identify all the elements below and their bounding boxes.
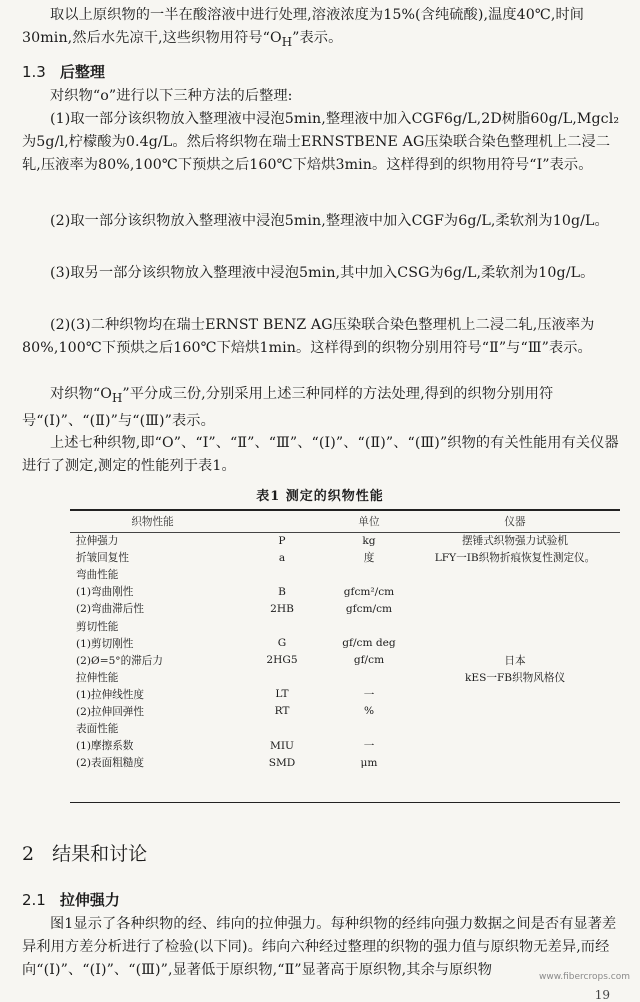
table-row: (1)剪切刚性 G gf/cm deg (76, 637, 396, 650)
table-row: (1)拉伸线性度 LT 一 (76, 688, 375, 701)
table-row: 拉伸性能 kES一FB织物风格仪 (76, 671, 566, 684)
properties-table (70, 509, 620, 771)
table-row: 表面性能 (76, 723, 119, 736)
table-row: (2)拉伸回弹性 RT % (76, 705, 375, 718)
paragraph-seven-fabrics: 上述七种织物,即“O”、“Ⅰ”、“Ⅱ”、“Ⅲ”、“(Ⅰ)”、“(Ⅱ)”、“(Ⅲ)”织物的有关性能用有关仪器进行了测定,测定的性能列于表1。 (22, 435, 619, 474)
table-header-row (70, 510, 620, 532)
table-row: 拉伸强力 P kg 摆锤式织物强力试验机 (70, 532, 620, 549)
table-caption: 表1 测定的织物性能 (256, 489, 384, 504)
page-number: 19 (594, 988, 610, 1002)
subscript: H (281, 34, 293, 49)
paragraph-tensile-strength: 图1显示了各种织物的经、纬向的拉伸强力。每种织物的经纬向强力数据之间是否有显著差异利用方差分析进行了检验(以下同)。纬向六种经过整理的织物的强力值与原织物无差异,而经向“(Ⅰ)”、“(Ⅰ)”、“(Ⅲ)”,显著低于原织物,“Ⅱ”显著高于原织物,其余与原织物 (22, 916, 617, 978)
paragraph-method-2-3: (2)(3)二种织物均在瑞士ERNST BENZ AG压染联合染色整理机上二浸二轧,压液率为80%,100℃下预烘之后160℃下焙烘1min。这样得到的织物分别用符号“Ⅱ”与“Ⅲ”表示。 (22, 317, 595, 356)
watermark-text: www.fibercrops.com (539, 972, 630, 982)
section-heading-1-3: 1.3 后整理 (22, 63, 105, 81)
section-heading-2: 2 结果和讨论 (22, 843, 148, 865)
table-row: (1)弯曲刚性 B gfcm²/cm (76, 585, 395, 599)
paragraph-oh-treatment: 对织物“$O_H$”平分成三份,分别采用上述三种同样的方法处理,得到的织物分别用符号“(Ⅰ)”、“(Ⅱ)”与“(Ⅲ)”表示。 (22, 386, 554, 429)
paragraph-method-2: (2)取一部分该织物放入整理液中浸泡5min,整理液中加入CGF为6g/L,柔软剂为10g/L。 (50, 213, 609, 229)
header-property: 织物性能 (70, 510, 236, 532)
header-instrument: 仪器 (410, 510, 620, 532)
table-row: (1)摩擦系数 MIU 一 (76, 739, 375, 753)
table-row: (2)弯曲滞后性 2HB gfcm/cm (76, 602, 393, 616)
table-row: 剪切性能 (76, 620, 119, 633)
subscript: H (111, 390, 123, 405)
paragraph-method-3: (3)取另一部分该织物放入整理液中浸泡5min,其中加入CSG为6g/L,柔软剂为10g/L。 (50, 265, 595, 281)
paragraph-intro-methods: 对织物“o”进行以下三种方法的后整理: (50, 88, 293, 104)
paragraph-method-1: (1)取一部分该织物放入整理液中浸泡5min,整理液中加入CGF6g/L,2D树脂60g/L,Mgcl₂为5g/l,柠檬酸为0.4g/L。然后将织物在瑞士ERNSTBENE AG压染联合染色整理机上二浸二轧,压液率为80%,100℃下预烘之后160℃下焙烘3min。这样得到的织物用符号“Ⅰ”表示。 (22, 111, 620, 173)
table-row: 弯曲性能 (76, 569, 119, 582)
table-row: (2)表面粗糙度 SMD μm (76, 756, 378, 770)
table-row: (2)Ø=5°的滞后力 2HG5 gf/cm 日本 (76, 654, 526, 667)
table-row: 折皱回复性 a 度 LFY一IB织物折痕恢复性测定仪。 (76, 551, 596, 565)
header-unit: 单位 (328, 510, 410, 532)
paragraph-acid-treatment: 取以上原织物的一半在酸溶液中进行处理,溶液浓度为15%(含纯硫酸),温度40℃,时间30min,然后水先凉干,这些织物用符号“$O_H$”表示。 (22, 7, 585, 49)
section-heading-2-1: 2.1 拉伸强力 (22, 891, 120, 909)
table-bottom-rule (70, 802, 620, 803)
